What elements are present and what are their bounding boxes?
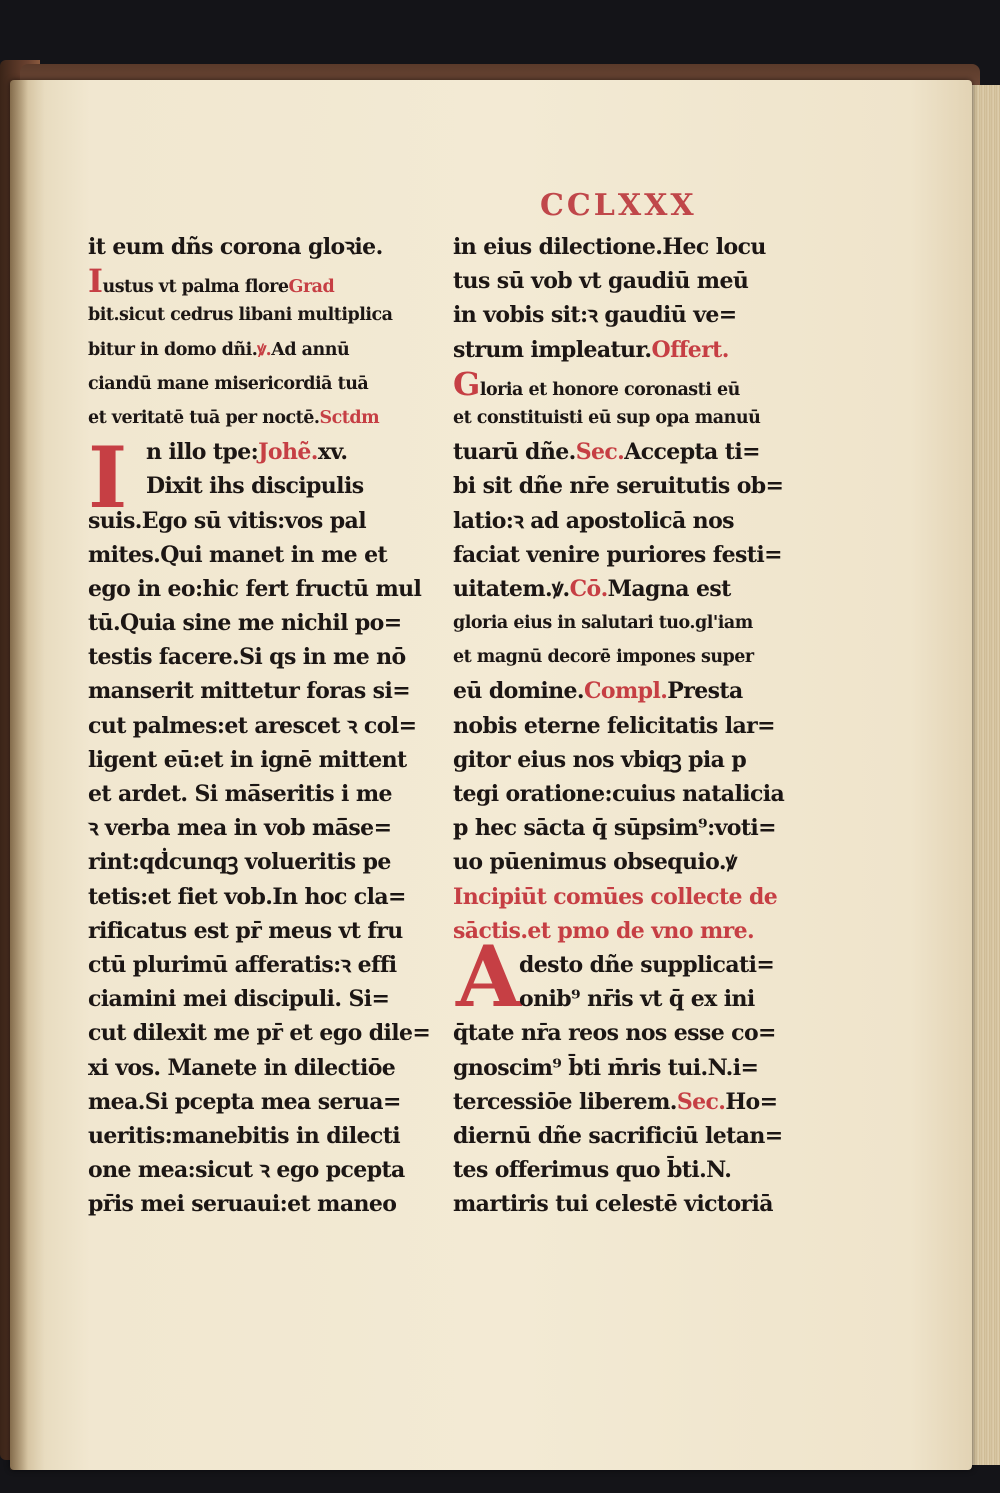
text-line <box>453 606 773 640</box>
line-text: gnoscim⁹ b̄ti m̄ris tui.N.i= <box>453 1054 759 1081</box>
line-text: faciat venire puriores festi= <box>453 541 782 568</box>
rubric-heading: sāctis.et pmo de vno mre. <box>453 917 755 944</box>
line-text: tus sū vob vt gaudiū meū <box>453 268 749 295</box>
line-text: manserit mittetur foras si= <box>88 678 411 705</box>
text-line <box>88 298 408 332</box>
rubricated-initial: I <box>88 262 103 301</box>
text-line <box>88 469 408 503</box>
text-line <box>88 845 408 879</box>
text-line <box>453 504 773 538</box>
text-line <box>453 1187 773 1221</box>
line-text-tail: xv. <box>317 439 348 466</box>
text-line <box>453 982 773 1016</box>
line-text: et magnū decorē impones super <box>453 647 754 668</box>
line-text: diernū dñe sacrificiū letan= <box>453 1122 783 1149</box>
line-text: eū domine. <box>453 678 584 705</box>
text-line <box>88 914 408 948</box>
text-line <box>453 845 773 879</box>
line-text: tes offerimus quo b̄ti.N. <box>453 1157 732 1184</box>
text-line <box>453 743 773 777</box>
text-line <box>453 880 778 914</box>
text-line <box>88 743 408 777</box>
text-line <box>88 880 408 914</box>
line-text: tuarū dñe. <box>453 439 576 466</box>
line-text: tercessiōe liberem. <box>453 1088 677 1115</box>
text-line <box>453 333 773 367</box>
line-text: tetis:et fiet vob.In hoc cla= <box>88 883 406 910</box>
line-text: cut palmes:et arescet ꝛ col= <box>88 712 417 739</box>
text-line <box>88 262 408 301</box>
text-line <box>88 230 408 264</box>
page-gutter-shadow <box>10 80 28 1470</box>
line-text-tail: Ad annū <box>271 339 350 360</box>
text-line <box>453 264 773 298</box>
line-text: bi sit dñe nr̄e seruitutis ob= <box>453 473 784 500</box>
text-line <box>88 401 408 435</box>
rubric-label: ꝟ. <box>257 339 272 360</box>
text-line <box>453 1153 773 1187</box>
line-text: q̄tate nr̄a reos nos esse co= <box>453 1020 776 1047</box>
rubric-label: Compl. <box>584 678 668 705</box>
line-text: testis facere.Si qs in me nō <box>88 644 406 671</box>
text-line <box>453 1051 773 1085</box>
text-line <box>453 1085 778 1119</box>
text-line <box>453 401 773 435</box>
text-line <box>88 435 408 469</box>
line-text: mea.Si pcepta mea serua= <box>88 1088 401 1115</box>
rubric-label: Johẽ. <box>258 439 318 466</box>
text-line <box>453 709 773 743</box>
text-line <box>88 367 408 401</box>
text-line <box>88 1051 408 1085</box>
text-line <box>88 982 408 1016</box>
text-line <box>88 606 408 640</box>
rubric-label: Cō. <box>569 575 608 602</box>
line-text: ligent eū:et in ignē mittent <box>88 746 407 773</box>
line-text: ueritis:manebitis in dilecti <box>88 1122 401 1149</box>
line-text: cut dilexit me pr̄ et ego dile= <box>88 1020 431 1047</box>
text-line <box>88 674 411 708</box>
text-line <box>453 1119 783 1153</box>
text-line <box>453 364 773 403</box>
line-text: tū.Quia sine me nichil po= <box>88 610 402 637</box>
text-line <box>88 504 408 538</box>
text-line <box>453 640 773 674</box>
text-line <box>453 914 773 948</box>
line-text: uo pūenimus obsequio.ꝟ <box>453 849 737 876</box>
line-text: latio:ꝛ ad apostolicā nos <box>453 507 734 534</box>
text-line <box>453 230 773 264</box>
line-text: loria et honore coronasti eū <box>479 379 740 400</box>
text-line <box>88 811 408 845</box>
line-text: bit.sicut cedrus libani multiplica <box>88 305 393 326</box>
text-line <box>88 948 408 982</box>
line-text: desto dñe supplicati= <box>519 951 775 978</box>
line-text: ciandū mane misericordiā tuā <box>88 373 369 394</box>
text-line <box>453 469 784 503</box>
rubric-label: Sec. <box>575 439 625 466</box>
line-text: gitor eius nos vbiqꝫ pia p <box>453 746 747 773</box>
rubric-heading: Incipiūt comūes collecte de <box>453 883 778 910</box>
rubric-label: Grad <box>288 277 335 298</box>
line-text: n illo tpe: <box>146 439 259 466</box>
line-text: pr̄is mei seruaui:et maneo <box>88 1191 397 1218</box>
line-text: ctū plurimū afferatis:ꝛ effi <box>88 951 397 978</box>
text-line <box>88 777 408 811</box>
line-text: uitatem.ꝟ. <box>453 575 570 602</box>
line-text: in vobis sit:ꝛ gaudiū ve= <box>453 302 737 329</box>
line-text: et constituisti eū sup opa manuū <box>453 407 761 428</box>
line-text: Dixit ihs discipulis <box>146 473 364 500</box>
text-line <box>453 948 773 982</box>
text-line <box>453 1016 776 1050</box>
left-text-column <box>88 230 431 1221</box>
left-large-initial: I <box>88 428 128 527</box>
text-line <box>88 640 408 674</box>
line-text: rificatus est pr̄ meus vt fru <box>88 917 403 944</box>
line-text: tegi oratione:cuius natalicia <box>453 781 785 807</box>
rubric-label: Sec. <box>676 1088 726 1115</box>
line-text: martiris tui celestē victoriā <box>453 1191 773 1218</box>
text-line <box>88 1016 431 1050</box>
line-text: nobis eterne felicitatis lar= <box>453 712 775 739</box>
line-text: et veritatē tuā per noctē. <box>88 407 320 428</box>
folio-number: CCLXXX <box>540 188 697 223</box>
line-text: suis.Ego sū vitis:vos pal <box>88 507 366 534</box>
line-text-tail: Magna est <box>607 575 731 602</box>
right-large-initial: A <box>456 927 522 1026</box>
line-text: mites.Qui manet in me et <box>88 541 388 568</box>
line-text: onib⁹ nr̄is vt q̄ ex ini <box>519 986 755 1013</box>
text-line <box>453 435 773 469</box>
text-line <box>88 1187 408 1221</box>
text-line <box>453 298 773 332</box>
line-text: ustus vt palma flore <box>102 277 289 298</box>
line-text: ego in eo:hic fert fructū mul <box>88 575 422 602</box>
text-line <box>88 1085 408 1119</box>
rubricated-initial: G <box>453 364 480 403</box>
text-line <box>453 811 776 845</box>
line-text: ciamini mei discipuli. Si= <box>88 986 390 1013</box>
text-line <box>453 777 785 811</box>
rubric-label: Sctdm <box>319 407 380 428</box>
line-text: xi vos. Manete in dilectiōe <box>88 1054 396 1081</box>
line-text-tail: Presta <box>667 678 743 705</box>
text-line <box>453 538 782 572</box>
text-line <box>453 674 773 708</box>
text-line <box>88 333 408 367</box>
line-text: strum impleatur. <box>453 336 652 363</box>
line-text: p hec sācta q̄ sūpsim⁹:voti= <box>453 815 776 842</box>
text-line <box>88 1153 408 1187</box>
text-line <box>88 572 422 606</box>
line-text: bitur in domo dñi. <box>88 339 258 360</box>
line-text: rint:qḋcunqꝫ volueritis pe <box>88 849 391 876</box>
text-line <box>88 538 408 572</box>
line-text: one mea:sicut ꝛ ego pcepta <box>88 1157 405 1184</box>
line-text: gloria eius in salutari tuo.gl'iam <box>453 613 753 634</box>
line-text: et ardet. Si mā̄seritis i me <box>88 781 392 807</box>
text-line <box>88 709 417 743</box>
line-text: in eius dilectione.Hec locu <box>453 234 766 260</box>
right-text-column <box>453 230 785 1221</box>
line-text-tail: Ho= <box>725 1088 778 1115</box>
line-text-tail: Accepta ti= <box>624 439 760 466</box>
text-line <box>88 1119 408 1153</box>
rubric-label: Offert. <box>651 336 729 363</box>
text-line <box>453 572 773 606</box>
line-text: ꝛ verba mea in vob mā̄se= <box>88 815 392 842</box>
line-text: it eum dñs corona gloꝛie. <box>88 234 383 260</box>
